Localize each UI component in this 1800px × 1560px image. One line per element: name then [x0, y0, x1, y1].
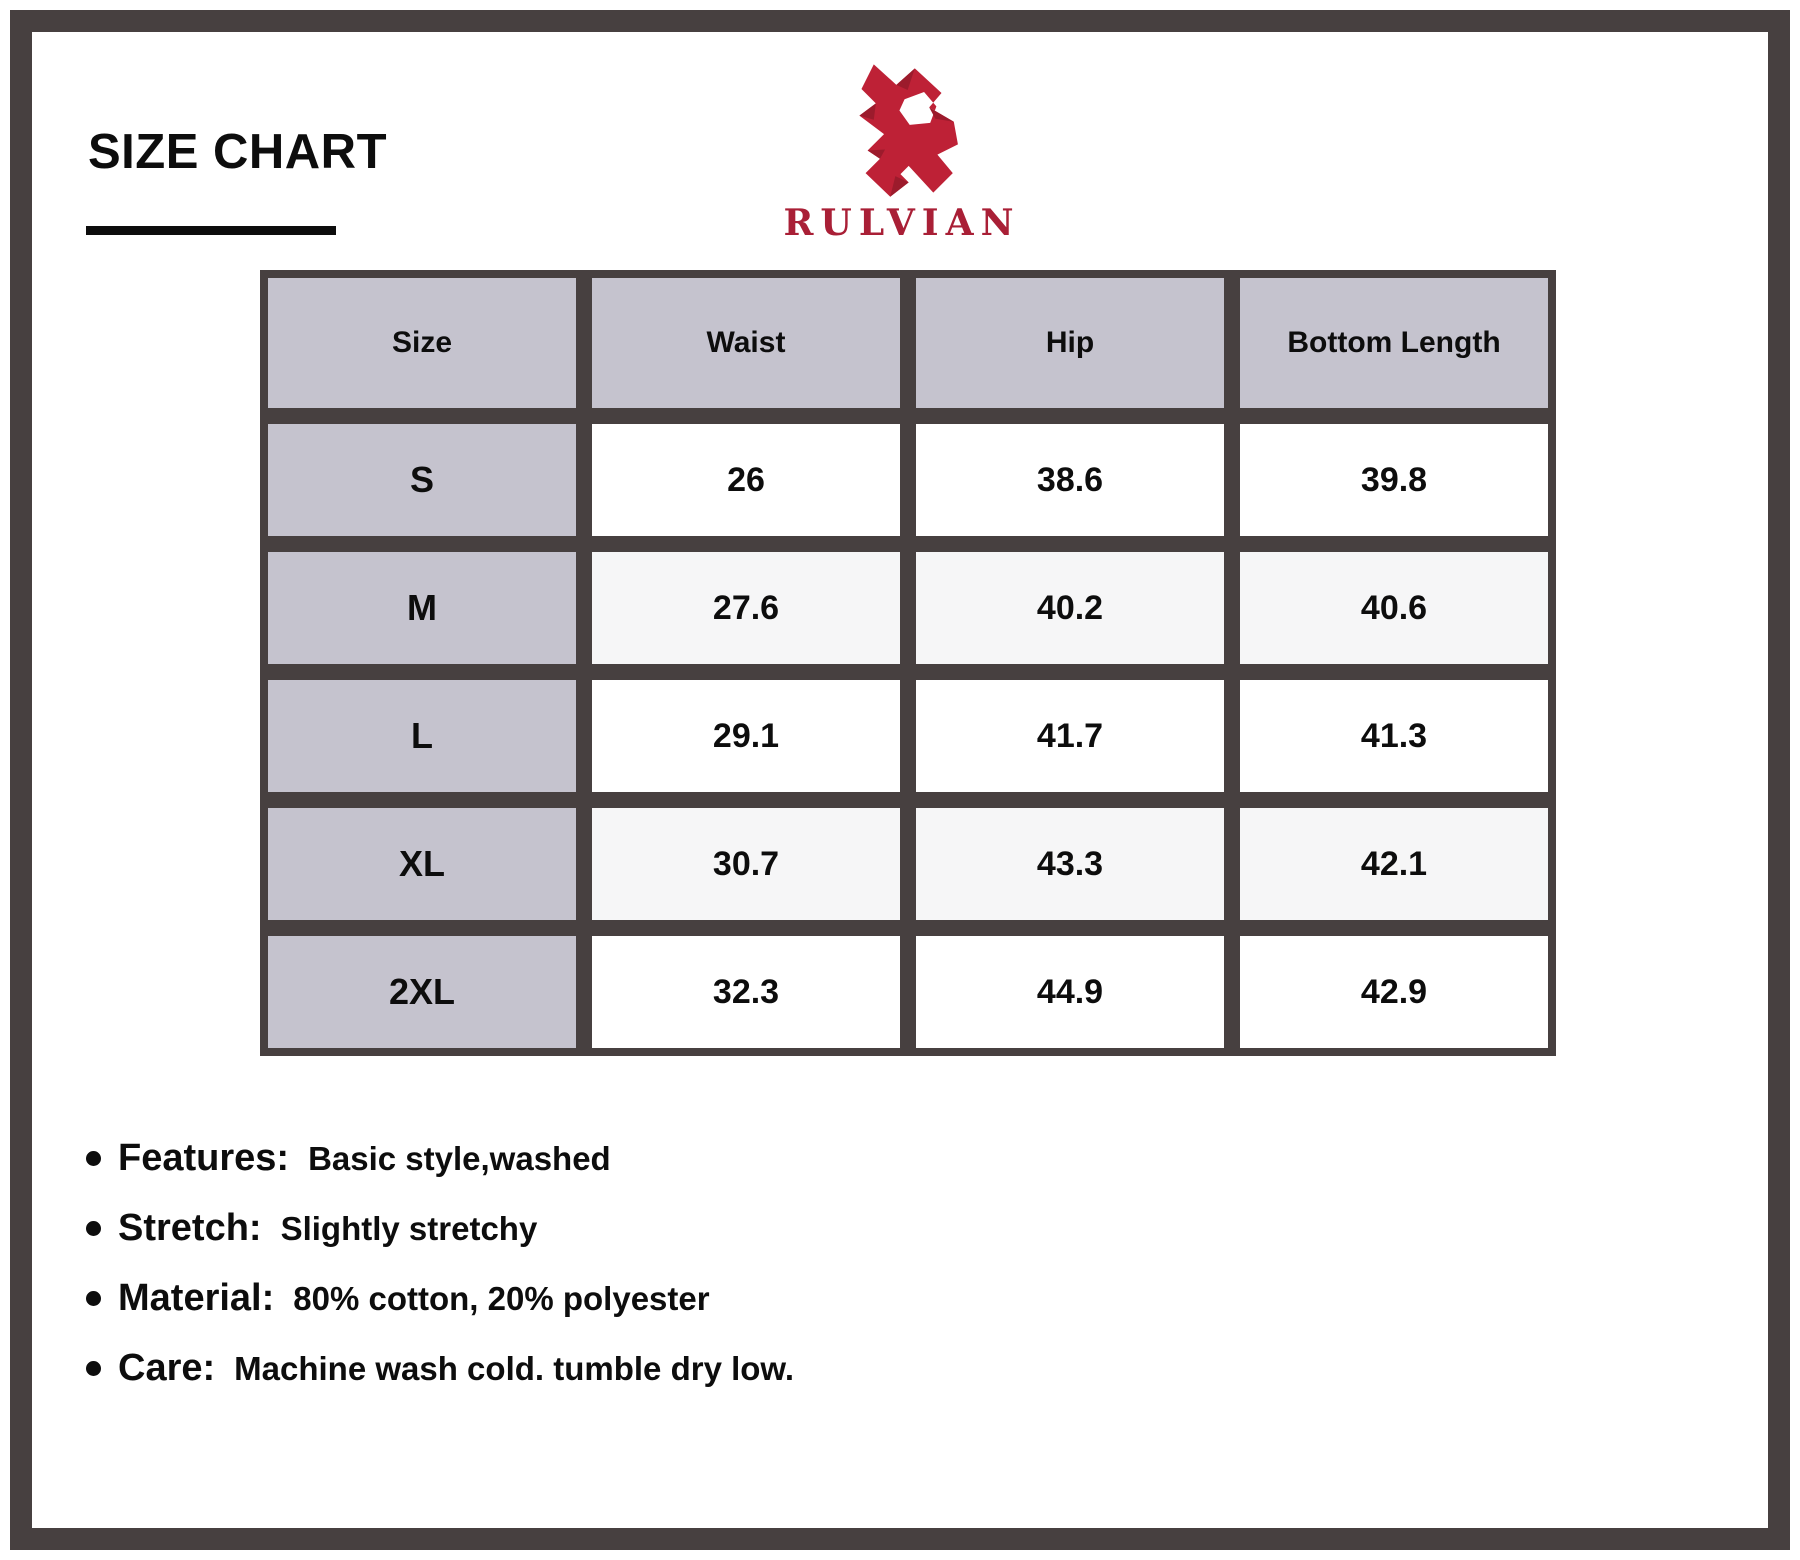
- table-row-l: [260, 672, 1556, 800]
- waist-cell: 32.3: [584, 928, 908, 1056]
- rulvian-r-mark-icon: [843, 60, 961, 200]
- detail-item-material: [86, 1276, 794, 1321]
- size-cell: 2XL: [260, 928, 584, 1056]
- hip-cell: 43.3: [908, 800, 1232, 928]
- hip-cell: 38.6: [908, 416, 1232, 544]
- detail-item-stretch: [86, 1206, 794, 1251]
- waist-cell: 30.7: [584, 800, 908, 928]
- detail-value: Slightly stretchy: [280, 1209, 538, 1247]
- waist-cell: 26: [584, 416, 908, 544]
- title-underline: [86, 226, 336, 235]
- detail-value: Basic style,washed: [308, 1139, 611, 1177]
- detail-value: 80% cotton, 20% polyester: [293, 1279, 710, 1317]
- bottom-length-cell: 41.3: [1232, 672, 1556, 800]
- bullet-dot-icon: [86, 1151, 101, 1166]
- page-title: SIZE CHART: [88, 125, 387, 179]
- detail-value: Machine wash cold. tumble dry low.: [234, 1349, 795, 1387]
- hip-cell: 44.9: [908, 928, 1232, 1056]
- detail-label: Features:: [118, 1137, 290, 1179]
- size-cell: M: [260, 544, 584, 672]
- header-cell-size: Size: [260, 270, 584, 416]
- table-row-m: [260, 544, 1556, 672]
- detail-label: Material:: [118, 1277, 275, 1319]
- bullet-dot-icon: [86, 1361, 101, 1376]
- brand-wordmark: RULVIAN: [783, 202, 1021, 244]
- bullet-dot-icon: [86, 1291, 101, 1306]
- size-table: [260, 270, 1556, 1056]
- detail-item-features: [86, 1136, 794, 1181]
- size-cell: S: [260, 416, 584, 544]
- size-cell: L: [260, 672, 584, 800]
- hip-cell: 40.2: [908, 544, 1232, 672]
- bottom-length-cell: 40.6: [1232, 544, 1556, 672]
- table-header-row: [260, 270, 1556, 416]
- waist-cell: 29.1: [584, 672, 908, 800]
- detail-label: Stretch:: [118, 1207, 262, 1249]
- detail-label: Care:: [118, 1347, 216, 1389]
- header-cell-bottom-length: Bottom Length: [1232, 270, 1556, 416]
- bullet-dot-icon: [86, 1221, 101, 1236]
- header-cell-hip: Hip: [908, 270, 1232, 416]
- table-row-xl: [260, 800, 1556, 928]
- waist-cell: 27.6: [584, 544, 908, 672]
- bottom-length-cell: 42.9: [1232, 928, 1556, 1056]
- size-cell: XL: [260, 800, 584, 928]
- table-row-2xl: [260, 928, 1556, 1056]
- bottom-length-cell: 42.1: [1232, 800, 1556, 928]
- header-cell-waist: Waist: [584, 270, 908, 416]
- table-row-s: [260, 416, 1556, 544]
- hip-cell: 41.7: [908, 672, 1232, 800]
- detail-item-care: [86, 1346, 794, 1391]
- product-details-list: [86, 1136, 794, 1416]
- bottom-length-cell: 39.8: [1232, 416, 1556, 544]
